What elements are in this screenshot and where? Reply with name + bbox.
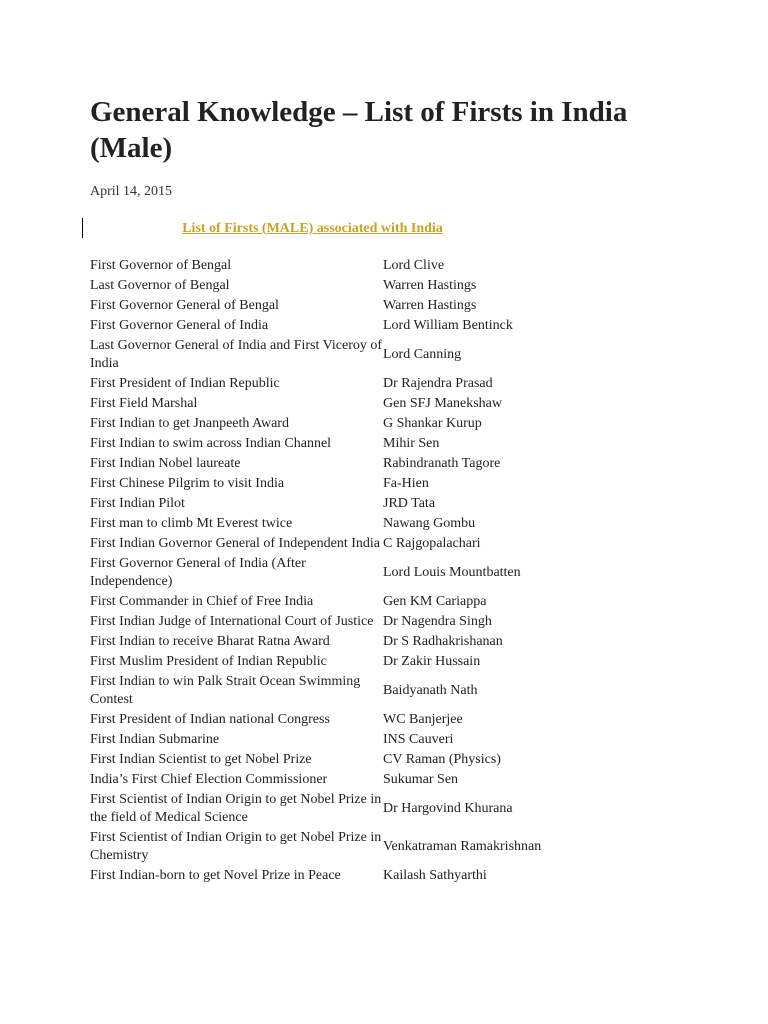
- person-name-cell: JRD Tata: [383, 496, 436, 511]
- person-name-cell: Gen SFJ Manekshaw: [383, 396, 502, 411]
- table-row: [90, 316, 603, 336]
- first-title-cell: First Indian Scientist to get Nobel Prize: [90, 752, 312, 767]
- table-row: [90, 534, 603, 554]
- table-row: [90, 276, 603, 296]
- table-row: [90, 730, 603, 750]
- table-row: [90, 652, 603, 672]
- page-title: General Knowledge – List of Firsts in India (Male): [90, 96, 628, 164]
- first-title-cell: First Indian-born to get Novel Prize in Peace: [90, 868, 341, 883]
- first-title-cell: First Scientist of Indian Origin to get Nobel Prize in the field of Medical Science: [90, 792, 382, 825]
- first-title-cell: First Chinese Pilgrim to visit India: [90, 476, 285, 491]
- table-row: [90, 770, 603, 790]
- person-name-cell: Lord Louis Mountbatten: [383, 565, 521, 580]
- first-title-cell: First Indian to receive Bharat Ratna Award: [90, 634, 330, 649]
- article: [90, 94, 690, 886]
- person-name-cell: G Shankar Kurup: [383, 416, 482, 431]
- person-name-cell: Fa-Hien: [383, 476, 429, 491]
- first-title-cell: Last Governor General of India and First Viceroy of India: [90, 338, 383, 371]
- first-title-cell: First Field Marshal: [90, 396, 198, 411]
- text-cursor: [82, 218, 83, 238]
- table-row: [90, 434, 603, 454]
- table-row: [90, 790, 603, 828]
- first-title-cell: First President of Indian national Congress: [90, 712, 330, 727]
- first-title-cell: First Governor of Bengal: [90, 258, 232, 273]
- firsts-table: [90, 256, 603, 886]
- firsts-table-body: [90, 256, 603, 886]
- table-row: [90, 612, 603, 632]
- person-name-cell: Warren Hastings: [383, 278, 477, 293]
- person-name-cell: Kailash Sathyarthi: [383, 868, 487, 883]
- first-title-cell: First Indian Governor General of Independent India: [90, 536, 381, 551]
- subtitle-container: [90, 219, 535, 238]
- person-name-cell: INS Cauveri: [383, 732, 454, 747]
- person-name-cell: Venkatraman Ramakrishnan: [383, 839, 542, 854]
- first-title-cell: First Scientist of Indian Origin to get Nobel Prize in Chemistry: [90, 830, 382, 863]
- first-title-cell: First Indian Judge of International Court of Justice: [90, 614, 374, 629]
- person-name-cell: Lord Clive: [383, 258, 445, 273]
- person-name-cell: Gen KM Cariappa: [383, 594, 487, 609]
- first-title-cell: First President of Indian Republic: [90, 376, 280, 391]
- table-row: [90, 474, 603, 494]
- person-name-cell: Lord William Bentinck: [383, 318, 513, 333]
- first-title-cell: First Indian to win Palk Strait Ocean Swimming Contest: [90, 674, 361, 707]
- person-name-cell: CV Raman (Physics): [383, 752, 501, 767]
- list-subtitle-link[interactable]: List of Firsts (MALE) associated with India: [182, 221, 443, 236]
- table-row: [90, 414, 603, 434]
- first-title-cell: First Indian to swim across Indian Channel: [90, 436, 332, 451]
- person-name-cell: Warren Hastings: [383, 298, 477, 313]
- first-title-cell: First Governor General of India (After Independence): [90, 556, 306, 589]
- person-name-cell: C Rajgopalachari: [383, 536, 481, 551]
- person-name-cell: Rabindranath Tagore: [383, 456, 501, 471]
- post-date: April 14, 2015: [90, 184, 173, 199]
- person-name-cell: Dr Zakir Hussain: [383, 654, 481, 669]
- table-row: [90, 494, 603, 514]
- table-row: [90, 514, 603, 534]
- table-row: [90, 554, 603, 592]
- table-row: [90, 632, 603, 652]
- first-title-cell: First man to climb Mt Everest twice: [90, 516, 293, 531]
- person-name-cell: Baidyanath Nath: [383, 683, 478, 698]
- person-name-cell: Dr S Radhakrishanan: [383, 634, 503, 649]
- person-name-cell: Dr Hargovind Khurana: [383, 801, 513, 816]
- table-row: [90, 374, 603, 394]
- table-row: [90, 336, 603, 374]
- person-name-cell: Dr Nagendra Singh: [383, 614, 492, 629]
- table-row: [90, 256, 603, 276]
- table-row: [90, 394, 603, 414]
- table-row: [90, 454, 603, 474]
- first-title-cell: First Indian Pilot: [90, 496, 185, 511]
- first-title-cell: Last Governor of Bengal: [90, 278, 230, 293]
- first-title-cell: First Indian Nobel laureate: [90, 456, 241, 471]
- table-row: [90, 828, 603, 866]
- table-row: [90, 710, 603, 730]
- first-title-cell: First Indian Submarine: [90, 732, 220, 747]
- person-name-cell: Sukumar Sen: [383, 772, 459, 787]
- first-title-cell: First Indian to get Jnanpeeth Award: [90, 416, 289, 431]
- first-title-cell: India’s First Chief Election Commissioner: [90, 772, 328, 787]
- table-row: [90, 296, 603, 316]
- table-row: [90, 866, 603, 886]
- first-title-cell: First Muslim President of Indian Republic: [90, 654, 327, 669]
- table-row: [90, 750, 603, 770]
- person-name-cell: Dr Rajendra Prasad: [383, 376, 493, 391]
- person-name-cell: Nawang Gombu: [383, 516, 476, 531]
- person-name-cell: WC Banjerjee: [383, 712, 463, 727]
- first-title-cell: First Governor General of India: [90, 318, 269, 333]
- table-row: [90, 592, 603, 612]
- table-row: [90, 672, 603, 710]
- person-name-cell: Mihir Sen: [383, 436, 440, 451]
- first-title-cell: First Commander in Chief of Free India: [90, 594, 314, 609]
- person-name-cell: Lord Canning: [383, 347, 462, 362]
- first-title-cell: First Governor General of Bengal: [90, 298, 279, 313]
